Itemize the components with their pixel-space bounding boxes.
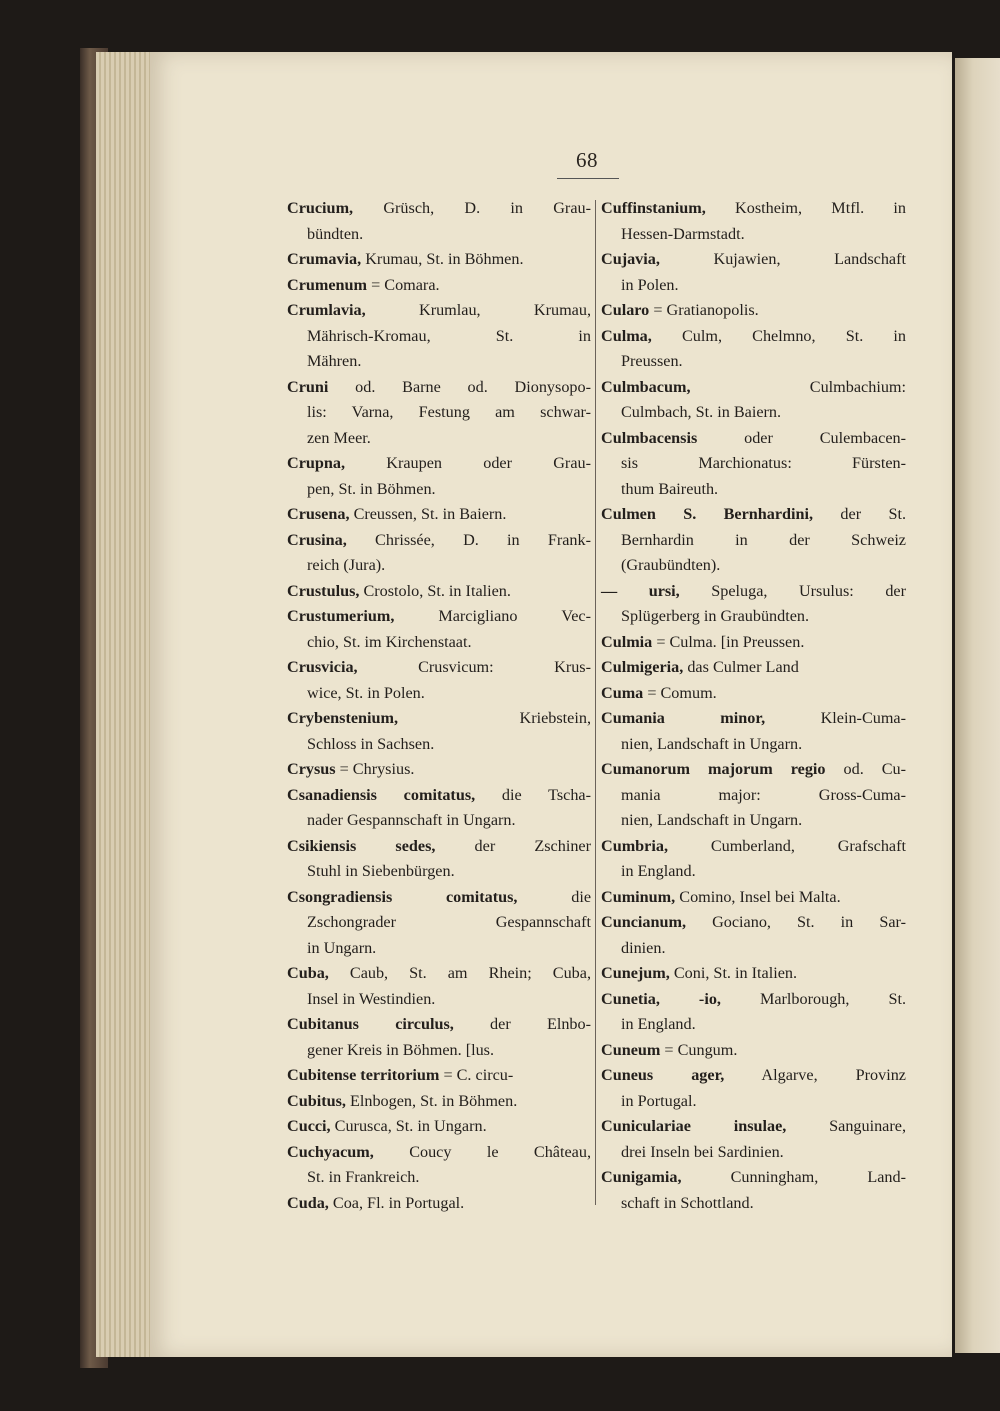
- entry-line: Cularo = Gratianopolis.: [601, 301, 759, 319]
- entry-headword: Cunigamia,: [601, 1168, 682, 1186]
- column-divider: [595, 200, 596, 1205]
- dictionary-entry: [287, 783, 591, 834]
- entry-line: Crysus = Chrysius.: [287, 760, 415, 778]
- dictionary-entry: [287, 885, 591, 962]
- dictionary-entry: [287, 375, 591, 452]
- entry-line: Mährisch-Kromau, St. in: [307, 326, 591, 345]
- entry-line: Crybenstenium, Kriebstein,: [287, 709, 591, 727]
- entry-line: — ursi, Speluga, Ursulus: der: [601, 581, 906, 600]
- dictionary-entry: [601, 426, 906, 503]
- entry-line: Cunigamia, Cunningham, Land-: [601, 1168, 906, 1186]
- entry-line: Culmia = Culma. [in Preussen.: [601, 632, 805, 651]
- entry-headword: Cumbria,: [601, 836, 669, 855]
- entry-line: in Portugal.: [621, 1091, 697, 1110]
- dictionary-entry: [287, 1012, 591, 1063]
- entry-headword: Culmigeria,: [601, 658, 684, 676]
- dictionary-entry: [287, 757, 591, 783]
- dictionary-entry: [287, 655, 591, 706]
- dictionary-entry: [287, 528, 591, 579]
- entry-headword: Culmen S. Bernhardini,: [601, 505, 814, 523]
- entry-line: Crumenum = Comara.: [287, 275, 440, 294]
- entry-line: reich (Jura).: [307, 556, 386, 574]
- entry-headword: Crumenum: [287, 275, 368, 294]
- dictionary-entry: [287, 579, 591, 605]
- entry-line: Cubitense territorium = C. circu-: [287, 1066, 514, 1084]
- entry-line: Culma, Culm, Chelmno, St. in: [601, 326, 906, 345]
- entry-line: Culmbacum, Culmbachium:: [601, 377, 906, 396]
- entry-headword: Csongradiensis comitatus,: [287, 887, 518, 906]
- entry-line: Cuminum, Comino, Insel bei Malta.: [601, 887, 841, 906]
- dictionary-entry: [601, 834, 906, 885]
- dictionary-entry: [601, 502, 906, 579]
- entry-line: thum Baireuth.: [621, 479, 719, 498]
- entry-headword: Cuda,: [287, 1193, 329, 1212]
- entry-line: St. in Frankreich.: [307, 1168, 420, 1186]
- entry-line: Mähren.: [307, 352, 362, 370]
- entry-line: Preussen.: [621, 352, 683, 370]
- entry-line: Cuchyacum, Coucy le Château,: [287, 1142, 591, 1161]
- dictionary-entry: [287, 1089, 591, 1115]
- dictionary-entry: [287, 247, 591, 273]
- dictionary-entry: [287, 298, 591, 375]
- dictionary-entry: [601, 1038, 906, 1064]
- entry-line: Culmen S. Bernhardini, der St.: [601, 505, 906, 523]
- entry-line: in Ungarn.: [307, 938, 377, 957]
- entry-headword: Crybenstenium,: [287, 709, 399, 727]
- dictionary-entry: [601, 910, 906, 961]
- entry-headword: Crusena,: [287, 505, 350, 523]
- entry-line: nien, Landschaft in Ungarn.: [621, 734, 803, 753]
- dictionary-entry: [287, 502, 591, 528]
- entry-line: Csikiensis sedes, der Zschiner: [287, 836, 591, 855]
- dictionary-entry: [601, 961, 906, 987]
- entry-line: Cuba, Caub, St. am Rhein; Cuba,: [287, 964, 591, 982]
- dictionary-entry: [601, 196, 906, 247]
- entry-line: Crucium, Grüsch, D. in Grau-: [287, 199, 591, 217]
- entry-headword: Culmbacensis: [601, 428, 698, 447]
- entry-headword: Csanadiensis comitatus,: [287, 785, 476, 804]
- entry-line: Schloss in Sachsen.: [307, 734, 435, 753]
- entry-line: Cubitus, Elnbogen, St. in Böhmen.: [287, 1091, 518, 1110]
- dictionary-entry: [601, 1165, 906, 1216]
- dictionary-entry: [601, 1063, 906, 1114]
- entry-line: dinien.: [621, 938, 666, 957]
- entry-line: Cuncianum, Gociano, St. in Sar-: [601, 913, 906, 931]
- dictionary-entry: [601, 757, 906, 834]
- entry-line: Cuffinstanium, Kostheim, Mtfl. in: [601, 199, 906, 217]
- entry-line: drei Inseln bei Sardinien.: [621, 1142, 784, 1161]
- entry-headword: Csikiensis sedes,: [287, 836, 436, 855]
- entry-headword: Cuchyacum,: [287, 1142, 374, 1161]
- dictionary-entry: [601, 324, 906, 375]
- entry-headword: Cumania minor,: [601, 709, 766, 727]
- entry-line: Cunicularіae insulae, Sanguinare,: [601, 1117, 906, 1135]
- entry-headword: Cuffinstanium,: [601, 199, 706, 217]
- entry-headword: — ursi,: [601, 581, 680, 600]
- dictionary-entry: [287, 961, 591, 1012]
- entry-line: zen Meer.: [307, 428, 371, 447]
- entry-line: Crustumerium, Marciglianо Vec-: [287, 607, 591, 625]
- entry-headword: Cujavia,: [601, 250, 660, 268]
- entry-headword: Cuminum,: [601, 887, 676, 906]
- entry-line: in England.: [621, 862, 696, 880]
- entry-line: Culmbach, St. in Baiern.: [621, 403, 782, 421]
- entry-line: Cunejum, Coni, St. in Italien.: [601, 964, 798, 982]
- entry-headword: Cuncianum,: [601, 913, 687, 931]
- dictionary-entry: [287, 1140, 591, 1191]
- dictionary-entry: [287, 834, 591, 885]
- entry-headword: Crumavia,: [287, 250, 362, 268]
- entry-line: Cruni od. Barne od. Dionysopo-: [287, 377, 591, 396]
- dictionary-entry: [287, 196, 591, 247]
- entry-headword: Cubitanus circulus,: [287, 1015, 454, 1033]
- entry-line: bündten.: [307, 224, 364, 243]
- page-number: 68: [576, 148, 598, 172]
- entry-headword: Crustumerium,: [287, 607, 395, 625]
- entry-headword: Cubitus,: [287, 1091, 346, 1110]
- entry-line: Stuhl in Siebenbürgen.: [307, 862, 455, 880]
- entry-headword: Crupna,: [287, 454, 346, 472]
- entry-headword: Cumanorum majorum regio: [601, 760, 826, 778]
- entry-headword: Culma,: [601, 326, 652, 345]
- entry-headword: Cruni: [287, 377, 329, 396]
- entry-headword: Crysus: [287, 760, 336, 778]
- entry-headword: Cunejum,: [601, 964, 670, 982]
- entry-line: mania major: Gross-Cuma-: [621, 785, 906, 804]
- dictionary-entry: [601, 681, 906, 707]
- entry-line: lis: Varna, Festung am schwar-: [307, 403, 591, 421]
- entry-line: Cuda, Coa, Fl. in Portugal.: [287, 1193, 465, 1212]
- entry-line: wice, St. in Polen.: [307, 683, 425, 702]
- entry-line: (Graubündten).: [621, 556, 721, 574]
- dictionary-entry: [287, 1114, 591, 1140]
- entry-line: Csongradiensis comitatus, die: [287, 887, 592, 906]
- entry-line: Cumania minor, Klein-Cuma-: [601, 709, 906, 727]
- dictionary-entry: [601, 630, 906, 656]
- entry-line: Cubitanus circulus, der Elnbo-: [287, 1015, 592, 1033]
- entry-line: schaft in Schottland.: [621, 1193, 754, 1212]
- entry-headword: Cucci,: [287, 1117, 331, 1135]
- facing-page-edge: [955, 58, 1000, 1353]
- dictionary-entry: [287, 604, 591, 655]
- entry-headword: Crusina,: [287, 530, 347, 549]
- entry-line: Cumbria, Cumberland, Grafschaft: [601, 836, 906, 855]
- entry-headword: Culmia: [601, 632, 653, 651]
- dictionary-entry: [287, 706, 591, 757]
- entry-line: Zschongrader Gespannschaft: [307, 913, 591, 931]
- entry-line: Cuma = Comum.: [601, 683, 717, 702]
- entry-headword: Cularo: [601, 301, 650, 319]
- dictionary-entry: [287, 1063, 591, 1089]
- dictionary-entry: [601, 579, 906, 630]
- dictionary-entry: [601, 885, 906, 911]
- entry-headword: Cuba,: [287, 964, 329, 982]
- entry-line: Culmbacensis oder Culembacen-: [601, 428, 906, 447]
- entry-line: Crupna, Kraupen oder Grau-: [287, 454, 591, 472]
- left-column: [287, 196, 591, 1216]
- right-column: [601, 196, 906, 1216]
- entry-line: Csanadiensis comitatus, die Tscha-: [287, 785, 591, 804]
- entry-line: Cuneus ager, Algarve, Provinz: [601, 1066, 906, 1084]
- entry-line: Cumanorum majorum regio od. Cu-: [601, 760, 906, 778]
- entry-line: Splügerberg in Graubündten.: [621, 607, 810, 625]
- entry-line: pen, St. in Böhmen.: [307, 479, 436, 498]
- entry-headword: Crusvicia,: [287, 658, 358, 676]
- entry-line: Cunetia, -io, Marlborough, St.: [601, 989, 906, 1008]
- dictionary-entry: [601, 247, 906, 298]
- entry-line: Crusvicia, Crusvicum: Krus-: [287, 658, 591, 676]
- entry-line: Culmigeria, das Culmer Land: [601, 658, 799, 676]
- entry-line: chio, St. im Kirchenstaat.: [307, 632, 472, 651]
- entry-headword: Crustulus,: [287, 581, 360, 600]
- entry-headword: Cunicularіae insulae,: [601, 1117, 787, 1135]
- dictionary-entry: [601, 375, 906, 426]
- entry-line: Crusena, Creussen, St. in Baiern.: [287, 505, 507, 523]
- page-number-rule: [557, 178, 619, 179]
- entry-line: Crumavia, Krumau, St. in Böhmen.: [287, 250, 524, 268]
- entry-line: gener Kreis in Böhmen. [lus.: [307, 1040, 495, 1059]
- dictionary-entry: [287, 273, 591, 299]
- entry-line: Insel in Westindien.: [307, 989, 436, 1008]
- dictionary-entry: [601, 987, 906, 1038]
- entry-line: in Polen.: [621, 275, 679, 294]
- entry-line: Cujavia, Kujawien, Landschaft: [601, 250, 906, 268]
- entry-headword: Cubitense territorium: [287, 1066, 440, 1084]
- dictionary-entry: [601, 706, 906, 757]
- entry-line: Cuneum = Cungum.: [601, 1040, 738, 1059]
- entry-headword: Cuma: [601, 683, 644, 702]
- entry-line: Cucci, Curusca, St. in Ungarn.: [287, 1117, 487, 1135]
- entry-line: Crumlavia, Krumlau, Krumau,: [287, 301, 591, 319]
- entry-line: nien, Landschaft in Ungarn.: [621, 811, 803, 829]
- entry-headword: Culmbacum,: [601, 377, 691, 396]
- entry-headword: Cuneum: [601, 1040, 661, 1059]
- entry-line: Crustulus, Crostolo, St. in Italien.: [287, 581, 511, 600]
- entry-line: nader Gespannschaft in Ungarn.: [307, 811, 516, 829]
- dictionary-entry: [287, 1191, 591, 1217]
- dictionary-entry: [287, 451, 591, 502]
- entry-headword: Cunetia, -io,: [601, 989, 721, 1008]
- entry-line: Bernhardin in der Schweiz: [621, 530, 906, 549]
- dictionary-entry: [601, 1114, 906, 1165]
- entry-headword: Crumlavia,: [287, 301, 366, 319]
- entry-line: Hessen-Darmstadt.: [621, 224, 745, 243]
- entry-line: Crusina, Chrissée, D. in Frank-: [287, 530, 591, 549]
- dictionary-entry: [601, 298, 906, 324]
- dictionary-entry: [601, 655, 906, 681]
- entry-line: sis Marchionatus: Fürsten-: [621, 454, 906, 472]
- entry-line: in England.: [621, 1015, 696, 1033]
- entry-headword: Crucium,: [287, 199, 354, 217]
- entry-headword: Cuneus ager,: [601, 1066, 725, 1084]
